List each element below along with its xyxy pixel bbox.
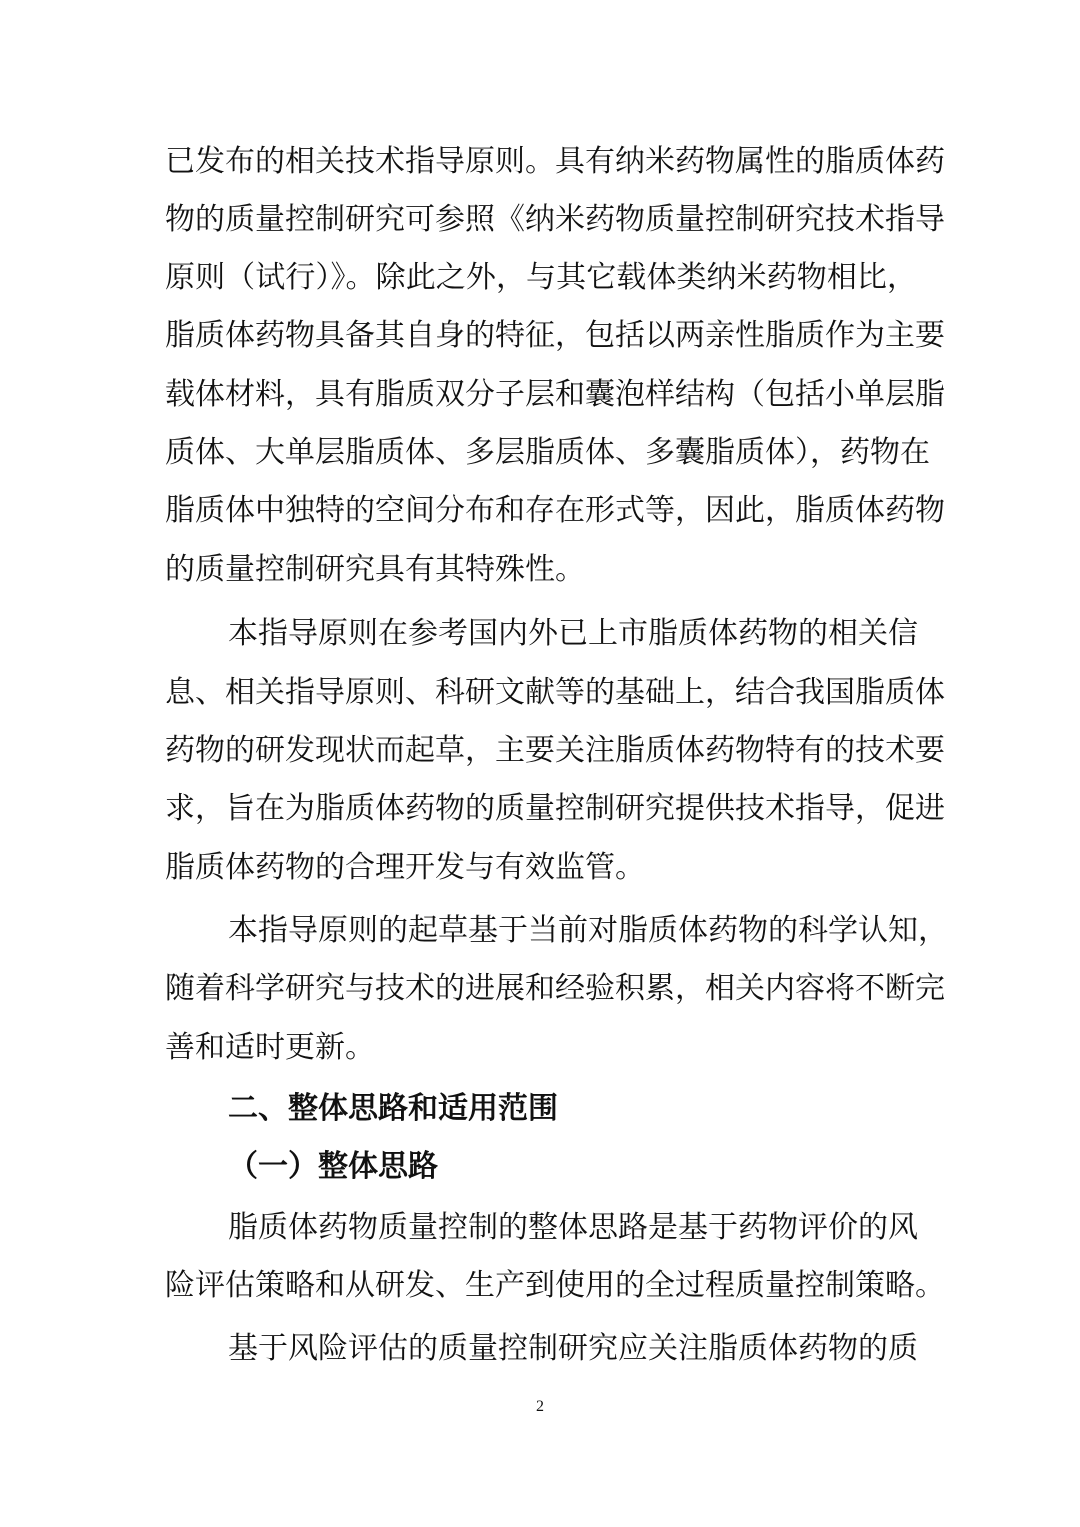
paragraph-1-line-8: 的质量控制研究具有其特殊性。 [165,552,585,587]
page-number: 2 [536,1398,544,1415]
paragraph-4-line-2: 险评估策略和从研发、生产到使用的全过程质量控制策略。 [165,1268,945,1303]
paragraph-2-line-2: 息、相关指导原则、科研文献等的基础上，结合我国脂质体 [165,675,945,710]
paragraph-1-line-2: 物的质量控制研究可参照《纳米药物质量控制研究技术指导 [165,202,945,237]
paragraph-1-line-5: 载体材料，具有脂质双分子层和囊泡样结构（包括小单层脂 [165,377,945,412]
paragraph-4-line-1: 脂质体药物质量控制的整体思路是基于药物评价的风 [228,1210,918,1245]
paragraph-1-line-6: 质体、大单层脂质体、多层脂质体、多囊脂质体），药物在 [165,435,930,470]
paragraph-1-line-7: 脂质体中独特的空间分布和存在形式等，因此，脂质体药物 [165,493,945,528]
paragraph-3-line-2: 随着科学研究与技术的进展和经验积累，相关内容将不断完 [165,971,945,1006]
paragraph-2-line-3: 药物的研发现状而起草，主要关注脂质体药物特有的技术要 [165,733,945,768]
paragraph-2-line-4: 求，旨在为脂质体药物的质量控制研究提供技术指导，促进 [165,791,945,826]
paragraph-5-line-1: 基于风险评估的质量控制研究应关注脂质体药物的质 [228,1331,918,1366]
paragraph-1-line-1: 已发布的相关技术指导原则。具有纳米药物属性的脂质体药 [165,144,945,179]
section-heading: 二、整体思路和适用范围 [228,1091,558,1126]
paragraph-2-line-1: 本指导原则在参考国内外已上市脂质体药物的相关信 [228,616,918,651]
paragraph-1-line-4: 脂质体药物具备其自身的特征，包括以两亲性脂质作为主要 [165,318,945,353]
paragraph-1-line-3: 原则（试行）》。除此之外，与其它载体类纳米药物相比， [165,260,917,295]
paragraph-3-line-1: 本指导原则的起草基于当前对脂质体药物的科学认知， [228,913,948,948]
subsection-heading: （一）整体思路 [228,1149,438,1184]
paragraph-3-line-3: 善和适时更新。 [165,1030,375,1065]
paragraph-2-line-5: 脂质体药物的合理开发与有效监管。 [165,850,645,885]
